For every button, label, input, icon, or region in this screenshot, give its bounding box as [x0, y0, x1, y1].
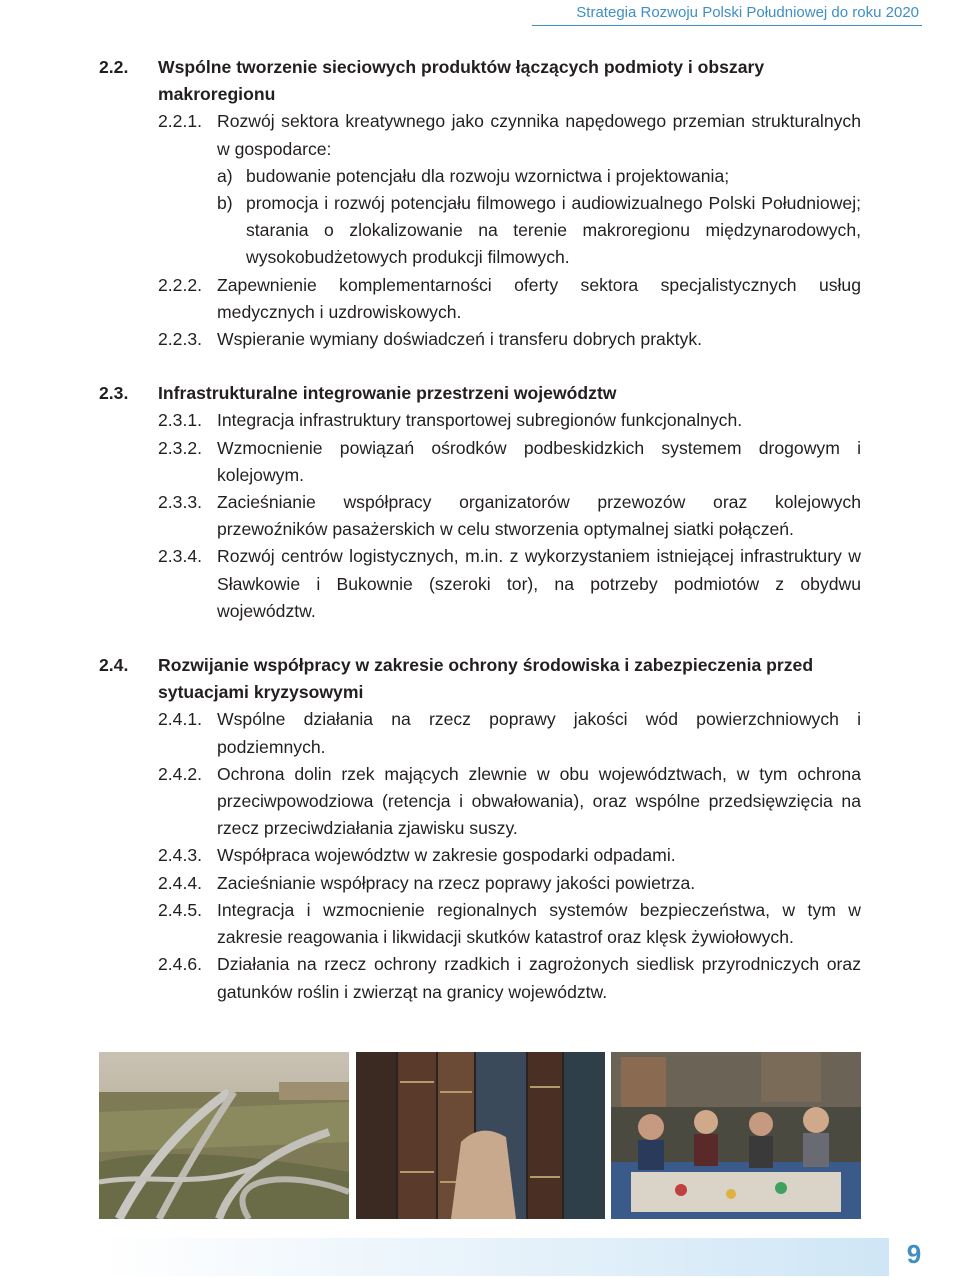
- item-text: Zacieśnianie współpracy na rzecz poprawy jakości powietrza.: [217, 872, 696, 893]
- list-item: [158, 761, 861, 843]
- item-number: 2.4.5.: [158, 899, 203, 920]
- section-gap: [99, 353, 861, 380]
- item-text: Zapewnienie komplementarności oferty sektora specjalistycznych usług medycznych i uzdrowiskowych.: [217, 274, 861, 322]
- list-item: [158, 435, 861, 489]
- item-text: Wzmocnienie powiązań ośrodków podbeskidzkich systemem drogowym i kolejowym.: [217, 437, 861, 485]
- highway-interchange-photo: [99, 1052, 349, 1219]
- list-item: [158, 897, 861, 951]
- sub-list-item: [217, 163, 861, 190]
- section-number: 2.2.: [99, 57, 129, 77]
- footer-bar: [99, 1238, 889, 1276]
- item-number: 2.2.1.: [158, 111, 203, 132]
- section-heading: [99, 652, 861, 706]
- old-books-icon: [356, 1052, 605, 1219]
- highway-interchange-icon: [99, 1052, 349, 1219]
- section-gap: [99, 625, 861, 652]
- sub-item-text: promocja i rozwój potencjału filmowego i audiowizualnego Polski Południowej; starania o zlokalizowanie na terenie makroregionu międzynarodowych, wysokobudżetowych produkcji filmowych.: [246, 193, 861, 268]
- item-text: Ochrona dolin rzek mających zlewnie w obu województwach, w tym ochrona przeciwpowodziowa (retencja i obwałowania), oraz wspólne przedsięwzięcia na rzecz przeciwdziałania zjawisku suszy.: [217, 763, 861, 839]
- item-text: Współpraca województw w zakresie gospodarki odpadami.: [217, 845, 676, 866]
- item-text: Wspieranie wymiany doświadczeń i transferu dobrych praktyk.: [217, 329, 703, 350]
- item-text: Rozwój centrów logistycznych, m.in. z wykorzystaniem istniejącej infrastruktury w Sławkowie i Bukownie (szeroki tor), na potrzeby podmiotów z obydwu województw.: [217, 546, 861, 621]
- sub-item-text: budowanie potencjału dla rozwoju wzornictwa i projektowania;: [246, 165, 730, 186]
- page-number: 9: [906, 1239, 922, 1269]
- section-number: 2.3.: [99, 383, 129, 404]
- item-number: 2.4.2.: [158, 763, 203, 784]
- item-number: 2.3.1.: [158, 410, 203, 431]
- list-item: [158, 108, 861, 162]
- outdoor-gathering-photo: [611, 1052, 861, 1219]
- section-heading: [99, 380, 861, 407]
- document-body: [99, 54, 861, 1006]
- list-item: [158, 407, 861, 434]
- running-header: Strategia Rozwoju Polski Południowej do roku 2020: [576, 4, 919, 21]
- item-number: 2.4.6.: [158, 954, 203, 975]
- item-number: 2.3.3.: [158, 492, 203, 513]
- list-item: [158, 272, 861, 326]
- sub-item-letter: a): [217, 165, 233, 186]
- item-text: Wspólne działania na rzecz poprawy jakości wód powierzchniowych i podziemnych.: [217, 709, 861, 757]
- item-text: Integracja infrastruktury transportowej subregionów funkcjonalnych.: [217, 410, 743, 431]
- list-item: [158, 951, 861, 1005]
- item-number: 2.2.3.: [158, 329, 203, 350]
- section-number: 2.4.: [99, 655, 129, 676]
- sub-item-letter: b): [217, 193, 233, 214]
- item-text: Integracja i wzmocnienie regionalnych systemów bezpieczeństwa, w tym w zakresie reagowania i likwidacji skutków katastrof oraz klęsk żywiołowych.: [217, 899, 861, 948]
- item-number: 2.3.2.: [158, 437, 203, 458]
- list-item: [158, 706, 861, 760]
- outdoor-gathering-icon: [611, 1052, 861, 1219]
- item-number: 2.3.4.: [158, 546, 203, 567]
- item-number: 2.4.4.: [158, 872, 203, 893]
- section-title: Infrastrukturalne integrowanie przestrzeni województw: [158, 383, 617, 404]
- list-item: [158, 870, 861, 897]
- sub-list-item: [217, 190, 861, 272]
- item-text: Działania na rzecz ochrony rzadkich i zagrożonych siedlisk przyrodniczych oraz gatunków roślin i zwierząt na granicy województw.: [217, 954, 861, 1002]
- old-books-photo: [356, 1052, 605, 1219]
- header-rule: [532, 25, 922, 26]
- section-items: [158, 706, 861, 1005]
- section-title: Rozwijanie współpracy w zakresie ochrony środowiska i zabezpieczenia przed sytuacjami kryzysowymi: [158, 655, 814, 703]
- item-number: 2.4.3.: [158, 845, 203, 866]
- section-items: [158, 108, 861, 353]
- list-item: [158, 489, 861, 543]
- item-text: Zacieśnianie współpracy organizatorów przewozów oraz kolejowych przewoźników pasażerskich w celu stworzenia optymalnej siatki połączeń.: [217, 492, 861, 540]
- section-items: [158, 407, 861, 625]
- item-text: Rozwój sektora kreatywnego jako czynnika napędowego przemian strukturalnych w gospodarce:: [217, 111, 861, 159]
- photo-strip: [99, 1052, 861, 1219]
- list-item: [158, 842, 861, 869]
- item-number: 2.2.2.: [158, 274, 203, 295]
- list-item: [158, 326, 861, 353]
- section-title: Wspólne tworzenie sieciowych produktów łączących podmioty i obszary makroregionu: [158, 57, 765, 105]
- section-heading: [99, 54, 861, 108]
- item-number: 2.4.1.: [158, 709, 203, 730]
- list-item: [158, 543, 861, 625]
